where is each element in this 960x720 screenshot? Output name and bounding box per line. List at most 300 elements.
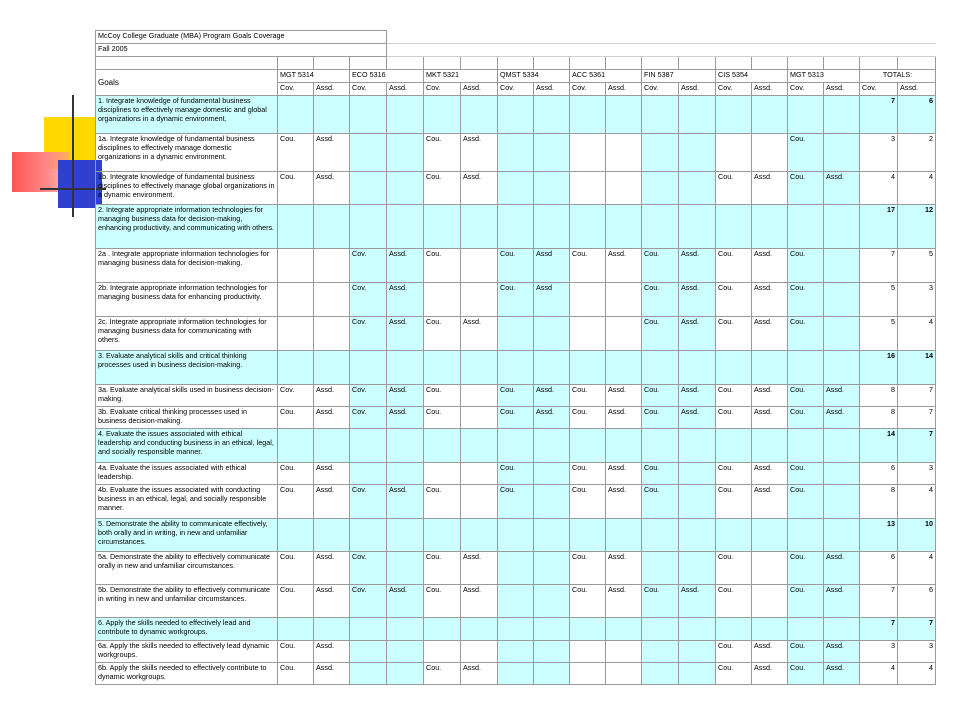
coverage-cell: Cov. [350, 249, 387, 283]
coverage-cell: Cov. [350, 317, 387, 351]
coverage-cell: Assd. [314, 485, 350, 519]
coverage-cell [606, 134, 642, 172]
total-assd: 7 [898, 407, 936, 429]
coverage-cell [752, 618, 788, 641]
coverage-cell: Assd. [752, 663, 788, 685]
total-cov: 4 [860, 172, 898, 205]
coverage-cell: Assd. [387, 249, 424, 283]
total-assd: 14 [898, 351, 936, 385]
coverage-cell: Cou. [424, 407, 461, 429]
coverage-cell: Assd [534, 283, 570, 317]
coverage-cell [424, 283, 461, 317]
coverage-cell [570, 663, 606, 685]
coverage-cell [788, 429, 824, 463]
coverage-cell [387, 205, 424, 249]
coverage-cell: Cou. [642, 463, 679, 485]
total-cov: 3 [860, 134, 898, 172]
coverage-cell: Cou. [788, 585, 824, 618]
coverage-cell [679, 463, 716, 485]
total-cov: 7 [860, 585, 898, 618]
coverage-cell [498, 641, 534, 663]
coverage-cell [461, 485, 498, 519]
coverage-cell: Assd. [824, 641, 860, 663]
coverage-cell [824, 205, 860, 249]
coverage-cell [461, 618, 498, 641]
goal-text: 6a. Apply the skills needed to effectively lead dynamic workgroups. [96, 641, 278, 663]
coverage-cell: Assd. [606, 407, 642, 429]
cov-subheader: Cov. [424, 83, 461, 96]
coverage-cell [278, 618, 314, 641]
coverage-cell: Assd [534, 249, 570, 283]
coverage-cell [824, 519, 860, 552]
coverage-cell [461, 249, 498, 283]
coverage-cell: Cou. [424, 485, 461, 519]
coverage-cell: Assd. [606, 463, 642, 485]
coverage-cell [824, 96, 860, 134]
coverage-cell [752, 134, 788, 172]
coverage-cell: Cou. [498, 407, 534, 429]
coverage-cell [350, 463, 387, 485]
goal-text: 2. Integrate appropriate information technologies for managing business data for decision-making, enhancing productivity, and communicating with others. [96, 205, 278, 249]
coverage-cell: Cou. [570, 552, 606, 585]
coverage-cell [788, 96, 824, 134]
coverage-cell: Cou. [642, 249, 679, 283]
coverage-cell: Cou. [498, 249, 534, 283]
coverage-cell [642, 519, 679, 552]
coverage-cell: Assd. [387, 317, 424, 351]
coverage-cell [278, 519, 314, 552]
subgoal-row [96, 663, 936, 685]
assd-subheader: Assd. [534, 83, 570, 96]
coverage-cell [498, 96, 534, 134]
coverage-cell [679, 552, 716, 585]
coverage-cell: Cov. [350, 283, 387, 317]
subgoal-row [96, 463, 936, 485]
cov-subheader: Cov. [860, 83, 898, 96]
coverage-cell: Assd. [752, 249, 788, 283]
coverage-cell: Assd. [824, 663, 860, 685]
coverage-cell [679, 485, 716, 519]
coverage-cell: Cou. [424, 663, 461, 685]
subgoal-row [96, 283, 936, 317]
coverage-cell: Cou. [788, 663, 824, 685]
total-cov: 17 [860, 205, 898, 249]
goal-text: 5b. Demonstrate the ability to effectively communicate in writing in new and unfamiliar circumstances. [96, 585, 278, 618]
coverage-cell: Cou. [716, 385, 752, 407]
goal-text: 3. Evaluate analytical skills and critical thinking processes used in business decision-making. [96, 351, 278, 385]
coverage-cell: Cov. [350, 407, 387, 429]
coverage-cell [679, 618, 716, 641]
assd-subheader: Assd. [679, 83, 716, 96]
coverage-cell [498, 618, 534, 641]
coverage-cell [350, 96, 387, 134]
coverage-cell: Cou. [278, 663, 314, 685]
coverage-cell: Assd. [752, 317, 788, 351]
coverage-cell [350, 641, 387, 663]
coverage-cell [278, 249, 314, 283]
coverage-cell: Assd. [387, 385, 424, 407]
coverage-cell [314, 429, 350, 463]
total-assd: 4 [898, 663, 936, 685]
coverage-cell [606, 205, 642, 249]
coverage-cell [461, 205, 498, 249]
coverage-cell [424, 205, 461, 249]
subgoal-row [96, 172, 936, 205]
subgoal-row [96, 249, 936, 283]
coverage-cell: Assd. [461, 663, 498, 685]
coverage-cell [642, 96, 679, 134]
coverage-cell: Cov. [350, 485, 387, 519]
coverage-cell [606, 663, 642, 685]
coverage-cell: Cou. [424, 134, 461, 172]
coverage-cell: Cou. [642, 407, 679, 429]
goal-text: 2b. Integrate appropriate information technologies for managing business data for enhancing productivity. [96, 283, 278, 317]
coverage-cell: Cou. [278, 407, 314, 429]
coverage-cell: Cou. [570, 485, 606, 519]
coverage-cell: Assd. [679, 385, 716, 407]
subgoal-row [96, 385, 936, 407]
coverage-cell [570, 96, 606, 134]
coverage-cell: Cou. [788, 283, 824, 317]
coverage-cell: Cou. [424, 249, 461, 283]
coverage-cell [642, 618, 679, 641]
coverage-cell: Cou. [716, 641, 752, 663]
coverage-cell: Assd. [679, 249, 716, 283]
coverage-cell: Assd. [461, 134, 498, 172]
coverage-cell: Assd. [314, 552, 350, 585]
total-cov: 5 [860, 283, 898, 317]
coverage-cell [716, 429, 752, 463]
total-cov: 8 [860, 385, 898, 407]
coverage-cell [570, 618, 606, 641]
coverage-cell: Cou. [788, 172, 824, 205]
coverage-cell [534, 351, 570, 385]
total-assd: 12 [898, 205, 936, 249]
coverage-cell: Assd. [461, 172, 498, 205]
term-filler [387, 44, 936, 57]
coverage-cell [824, 618, 860, 641]
goal-text: 2a . Integrate appropriate information technologies for managing business data for decision-making. [96, 249, 278, 283]
coverage-cell [752, 552, 788, 585]
coverage-cell [679, 172, 716, 205]
totals-header: TOTALS: [860, 70, 936, 83]
coverage-cell: Cou. [424, 317, 461, 351]
coverage-cell: Cou. [570, 385, 606, 407]
total-cov: 7 [860, 96, 898, 134]
title-filler [387, 31, 936, 44]
sheet-title: McCoy College Graduate (MBA) Program Goals Coverage [96, 31, 387, 44]
coverage-cell [570, 351, 606, 385]
coverage-cell [314, 317, 350, 351]
total-cov: 14 [860, 429, 898, 463]
coverage-cell: Assd. [679, 317, 716, 351]
subgoal-row [96, 641, 936, 663]
coverage-cell: Cou. [642, 385, 679, 407]
assd-subheader: Assd. [898, 83, 936, 96]
coverage-cell [534, 317, 570, 351]
coverage-cell: Cou. [716, 249, 752, 283]
coverage-cell [716, 96, 752, 134]
coverage-cell [716, 618, 752, 641]
total-assd: 6 [898, 96, 936, 134]
cov-subheader: Cov. [716, 83, 752, 96]
coverage-cell [278, 317, 314, 351]
coverage-cell: Assd. [824, 552, 860, 585]
coverage-cell [461, 519, 498, 552]
coverage-cell: Cou. [716, 283, 752, 317]
coverage-cell [679, 663, 716, 685]
coverage-cell [824, 485, 860, 519]
total-assd: 3 [898, 641, 936, 663]
coverage-cell: Assd. [752, 641, 788, 663]
coverage-cell [387, 172, 424, 205]
total-cov: 5 [860, 317, 898, 351]
coverage-cell [461, 407, 498, 429]
total-assd: 3 [898, 283, 936, 317]
coverage-cell [387, 618, 424, 641]
coverage-cell: Cou. [498, 385, 534, 407]
assd-subheader: Assd. [606, 83, 642, 96]
total-assd: 4 [898, 317, 936, 351]
coverage-cell [752, 519, 788, 552]
coverage-cell: Cou. [278, 485, 314, 519]
coverage-cell [314, 618, 350, 641]
coverage-cell [570, 519, 606, 552]
coverage-cell: Cou. [788, 407, 824, 429]
coverage-cell [350, 519, 387, 552]
coverage-cell: Cou. [642, 585, 679, 618]
coverage-cell [461, 385, 498, 407]
coverage-cell: Cou. [570, 249, 606, 283]
goal-text: 3b. Evaluate critical thinking processes used in business decision-making. [96, 407, 278, 429]
coverage-cell [350, 663, 387, 685]
coverage-cell [278, 205, 314, 249]
coverage-cell: Assd. [679, 283, 716, 317]
coverage-cell [534, 552, 570, 585]
coverage-cell [534, 96, 570, 134]
coverage-cell [642, 172, 679, 205]
coverage-cell: Assd. [387, 485, 424, 519]
coverage-cell: Cov. [278, 385, 314, 407]
coverage-cell: Cou. [788, 134, 824, 172]
coverage-cell: Cou. [278, 552, 314, 585]
coverage-cell [606, 283, 642, 317]
coverage-cell [534, 172, 570, 205]
coverage-cell [679, 205, 716, 249]
coverage-cell: Assd. [752, 283, 788, 317]
coverage-cell: Cou. [788, 485, 824, 519]
total-cov: 6 [860, 552, 898, 585]
coverage-cell [314, 283, 350, 317]
coverage-cell: Cov. [350, 552, 387, 585]
coverage-cell: Assd. [534, 385, 570, 407]
coverage-cell [642, 663, 679, 685]
coverage-cell: Cou. [278, 641, 314, 663]
goal-text: 5. Demonstrate the ability to communicate effectively, both orally and in writing, in new and unfamiliar circumstances. [96, 519, 278, 552]
coverage-cell [387, 663, 424, 685]
coverage-cell: Assd. [314, 407, 350, 429]
coverage-cell: Assd. [752, 485, 788, 519]
coverage-cell [498, 585, 534, 618]
goal-text: 1. Integrate knowledge of fundamental business disciplines to effectively manage domestic and global organizations in a dynamic environment. [96, 96, 278, 134]
coverage-cell: Assd. [752, 172, 788, 205]
goal-text: 2c. Integrate appropriate information technologies for managing business data for communicating with others. [96, 317, 278, 351]
coverage-cell [824, 283, 860, 317]
coverage-cell [534, 463, 570, 485]
coverage-cell [278, 351, 314, 385]
cov-subheader: Cov. [278, 83, 314, 96]
assd-subheader: Assd. [314, 83, 350, 96]
coverage-cell: Cou. [788, 552, 824, 585]
coverage-cell: Assd. [314, 172, 350, 205]
coverage-cell [642, 134, 679, 172]
goal-text: 3a. Evaluate analytical skills used in business decision-making. [96, 385, 278, 407]
coverage-cell [314, 351, 350, 385]
coverage-cell [387, 351, 424, 385]
coverage-cell: Assd. [387, 407, 424, 429]
coverage-cell [424, 96, 461, 134]
coverage-cell [424, 463, 461, 485]
coverage-cell: Assd. [824, 172, 860, 205]
coverage-cell: Cou. [498, 485, 534, 519]
coverage-cell: Assd. [314, 385, 350, 407]
blank-row [96, 57, 936, 70]
coverage-cell [716, 205, 752, 249]
course-header: MKT 5321 [424, 70, 498, 83]
cov-subheader: Cov. [350, 83, 387, 96]
coverage-cell [679, 519, 716, 552]
coverage-cell [314, 249, 350, 283]
coverage-cell [570, 134, 606, 172]
coverage-cell [642, 429, 679, 463]
subgoal-row [96, 134, 936, 172]
coverage-cell [498, 134, 534, 172]
coverage-cell [824, 249, 860, 283]
course-header: QMST 5334 [498, 70, 570, 83]
course-header: ECO 5316 [350, 70, 424, 83]
coverage-cell [278, 96, 314, 134]
subgoal-row [96, 485, 936, 519]
coverage-cell: Cov. [350, 585, 387, 618]
goal-text: 6b. Apply the skills needed to effectively contribute to dynamic workgroups. [96, 663, 278, 685]
coverage-cell: Cou. [570, 407, 606, 429]
sheet-term: Fall 2005 [96, 44, 387, 57]
assd-subheader: Assd. [461, 83, 498, 96]
coverage-cell [606, 429, 642, 463]
coverage-cell [752, 205, 788, 249]
coverage-cell [642, 552, 679, 585]
total-assd: 4 [898, 172, 936, 205]
coverage-cell: Cou. [642, 317, 679, 351]
goal-row [96, 429, 936, 463]
coverage-cell [461, 463, 498, 485]
coverage-cell: Assd. [679, 407, 716, 429]
coverage-cell [424, 641, 461, 663]
coverage-cell [278, 283, 314, 317]
coverage-cell [461, 96, 498, 134]
coverage-cell [570, 429, 606, 463]
course-header-row [96, 70, 936, 83]
coverage-cell [788, 519, 824, 552]
total-cov: 6 [860, 463, 898, 485]
coverage-cell: Assd. [314, 463, 350, 485]
coverage-cell [570, 172, 606, 205]
coverage-cell: Cou. [788, 463, 824, 485]
coverage-cell: Assd. [606, 585, 642, 618]
coverage-cell: Cou. [788, 385, 824, 407]
cov-subheader: Cov. [570, 83, 606, 96]
course-header: ACC 5361 [570, 70, 642, 83]
coverage-cell: Cou. [424, 385, 461, 407]
coverage-cell: Assd. [606, 385, 642, 407]
coverage-cell [278, 429, 314, 463]
course-header: CIS 5354 [716, 70, 788, 83]
coverage-cell [606, 96, 642, 134]
coverage-cell: Assd. [314, 134, 350, 172]
coverage-cell [716, 351, 752, 385]
coverage-cell [606, 172, 642, 205]
goal-row [96, 519, 936, 552]
coverage-cell: Cou. [278, 172, 314, 205]
coverage-cell: Assd. [606, 485, 642, 519]
coverage-cell: Assd. [606, 249, 642, 283]
cov-subheader: Cov. [642, 83, 679, 96]
coverage-cell [534, 429, 570, 463]
coverage-cell: Cou. [424, 172, 461, 205]
coverage-cell [824, 429, 860, 463]
coverage-cell: Cou. [424, 585, 461, 618]
coverage-cell [461, 429, 498, 463]
goal-text: 6. Apply the skills needed to effectively lead and contribute to dynamic workgroups. [96, 618, 278, 641]
coverage-cell [752, 585, 788, 618]
total-assd: 10 [898, 519, 936, 552]
coverage-cell [424, 351, 461, 385]
coverage-cell: Cou. [716, 552, 752, 585]
coverage-cell [350, 172, 387, 205]
coverage-cell [350, 618, 387, 641]
goal-text: 4b. Evaluate the issues associated with conducting business in an ethical, legal, and socially responsible manner. [96, 485, 278, 519]
coverage-cell: Cou. [716, 463, 752, 485]
goal-text: 4. Evaluate the issues associated with ethical leadership and conducting business in an ethical, legal, and socially responsible manner. [96, 429, 278, 463]
assd-subheader: Assd. [824, 83, 860, 96]
total-assd: 5 [898, 249, 936, 283]
coverage-cell [534, 134, 570, 172]
goal-row [96, 351, 936, 385]
coverage-cell [788, 351, 824, 385]
goal-row [96, 618, 936, 641]
coverage-cell: Assd. [752, 463, 788, 485]
coverage-cell [824, 463, 860, 485]
coverage-cell [679, 429, 716, 463]
decor-vertical-line [72, 95, 74, 217]
goal-text: 1b. Integrate knowledge of fundamental business disciplines to effectively manage global organizations in a dynamic environment. [96, 172, 278, 205]
total-assd: 7 [898, 429, 936, 463]
coverage-cell: Assd. [534, 407, 570, 429]
coverage-cell: Cov. [350, 385, 387, 407]
total-cov: 4 [860, 663, 898, 685]
coverage-cell [716, 519, 752, 552]
coverage-cell [498, 552, 534, 585]
course-header: MGT 5313 [788, 70, 860, 83]
total-assd: 6 [898, 585, 936, 618]
coverage-cell: Assd. [387, 585, 424, 618]
coverage-cell [606, 641, 642, 663]
coverage-cell: Cou. [716, 407, 752, 429]
coverage-cell: Cou. [278, 585, 314, 618]
cov-subheader: Cov. [498, 83, 534, 96]
coverage-cell [716, 134, 752, 172]
total-cov: 8 [860, 485, 898, 519]
